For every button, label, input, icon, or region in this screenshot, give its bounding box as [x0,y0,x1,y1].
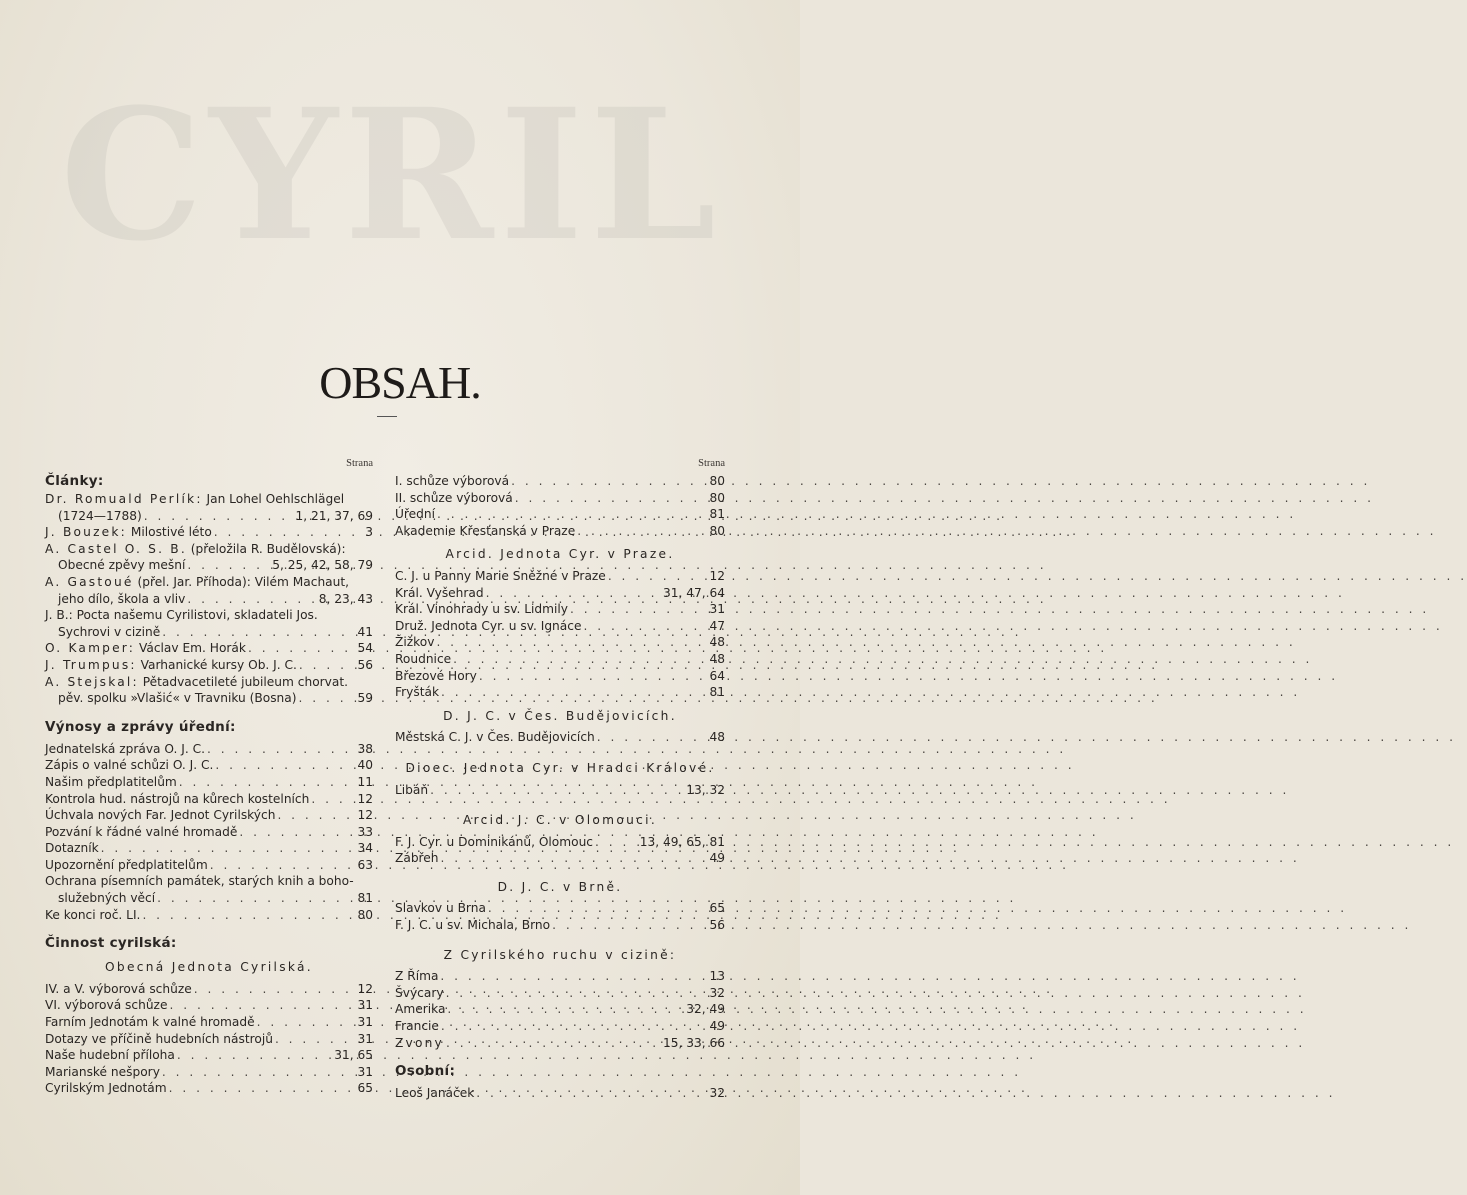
entry-title: Úřední [395,507,436,522]
entry-title: IV. a V. výborová schůze [45,981,192,996]
entry-title: Úchvala nových Far. Jednot Cyrilských [45,808,276,823]
section-heading-cinnost: Činnost cyrilská: [45,935,177,952]
strana-label-left: Strana [346,458,373,469]
list-item [45,981,373,998]
article-entry [45,491,373,524]
entry-pages: 32 [709,985,725,1000]
entry-title: Král. Vyšehrad [395,585,484,600]
entry-title: VI. výborová schůze [45,998,168,1013]
entry-pages: 56 [709,918,725,933]
entry-pages: 12 [357,981,373,996]
list-item [45,1014,373,1031]
section-heading-vynosy: Výnosy a zprávy úřední: [45,718,236,735]
list-item [395,834,725,851]
list-item [395,490,725,507]
entry-pages: 65 [357,1081,373,1096]
section-heading-osobni: Osobní: [395,1063,456,1080]
list-item [395,473,725,490]
entry-pages: 80 [709,523,725,538]
entry-title: pěv. spolku »Vlašić« v Travniku (Bosna) [58,691,297,706]
list-item [45,791,373,808]
list-item [395,917,725,934]
entry-title: Libáň [395,782,429,797]
list-item [395,900,725,917]
entry-pages: 81 [709,685,725,700]
entry-pages: 64 [709,668,725,683]
list-item [45,907,373,924]
entry-pages: 12 [709,568,725,583]
entry-title: Pozvání k řádné valné hromadě [45,824,238,839]
entry-pages: 3 [365,525,373,540]
entry-title: Václav Em. Horák [138,641,246,656]
list-item [395,985,725,1002]
entry-pages: 32, 49 [686,1002,725,1017]
entry-pages: 48 [709,635,725,650]
entry-pages: 13, 49, 65, 81 [639,834,725,849]
group-heading: D. J. C. v Brně. [497,879,623,894]
list-item [395,585,725,602]
list-item [395,601,725,618]
list-item [45,774,373,791]
entry-pages: 80 [357,907,373,922]
page-title: OBSAH. [319,357,481,408]
entry-pages: 56 [357,657,373,672]
entry-title: Roudnice [395,651,452,666]
entry-pages: 49 [709,851,725,866]
entry-author: A. Gastoué [45,574,134,589]
entry-title: F. J. C. u sv. Michala, Brno [395,918,551,933]
entry-title: služebných věcí [58,891,156,906]
subsection-heading: Obecná Jednota Cyrilská. [105,960,313,975]
list-item [395,668,725,685]
entry-pages: 40 [357,758,373,773]
entry-title: Zvony [395,1035,444,1050]
entry-pages: 31 [357,1064,373,1079]
group-heading: Dioec. Jednota Cyr. v Hradci Králové. [405,760,715,775]
list-item [395,729,725,746]
entry-title: Sychrovi v cizině [58,624,161,639]
entry-title: Kontrola hud. nástrojů na kůrech kostelních [45,791,310,806]
list-item [45,757,373,774]
entry-pages: 32 [709,1086,725,1101]
article-entry [45,657,373,674]
list-item [45,857,373,874]
group-heading: Arcid. Jednota Cyr. v Praze. [445,547,675,562]
entry-pages: 47 [709,618,725,633]
entry-pages: 13 [709,969,725,984]
article-entry [45,524,373,541]
entry-pages: 65 [709,901,725,916]
entry-pages: 31 [357,1015,373,1030]
bleed-through-watermark: CYRIL [60,70,723,281]
entry-title: Ke konci roč. LI. [45,907,141,922]
entry-title: F. J. Cyr. u Dominikánů, Olomouc [395,834,594,849]
list-item [45,1080,373,1097]
entry-title: Z Říma [395,969,439,984]
entry-title: Pětadvacetileté jubileum chorvat. [142,674,348,689]
entry-pages: 15, 33, 66 [662,1035,725,1050]
entry-pages: 59 [357,691,373,706]
entry-pages: 38 [357,741,373,756]
list-item [395,618,725,635]
entry-title: Slavkov u Brna [395,901,486,916]
entry-title: C. J. u Panny Marie Sněžné v Praze [395,568,606,583]
entry-title: Milostivé léto [130,525,212,540]
entry-title: Jan Lohel Oehlschlägel [206,492,345,506]
entry-title: Městská C. J. v Čes. Budějovicích [395,730,595,745]
article-entry [45,640,373,657]
entry-title: Leoš Janáček [395,1086,475,1101]
entry-pages: 31, 65 [334,1048,373,1063]
entry-title: Varhanické kursy Ob. J. C. [140,657,297,672]
article-entry [45,607,373,640]
list-item [395,568,725,585]
list-item [395,1018,725,1035]
entry-pages: 80 [709,474,725,488]
list-item [45,1047,373,1064]
entry-pages: 1, 21, 37, 69 [295,508,373,523]
list-item [45,741,373,758]
left-column [45,458,373,1097]
entry-author: O. Kamper: [45,641,136,656]
group-heading: Z Cyrilského ruchu v cizině: [443,947,677,962]
entry-title: Pocta našemu Cyrilistovi, skladateli Jos. [76,608,318,623]
entry-author: J. Trumpus: [45,657,137,672]
entry-title: Farním Jednotám k valné hromadě [45,1015,255,1030]
article-entry [45,574,373,607]
list-item [395,1001,725,1018]
entry-title: (1724—1788) [58,508,142,523]
entry-title: Amerika [395,1002,446,1017]
entry-title: II. schůze výborová [395,490,513,505]
entry-pages: 31 [357,998,373,1013]
entry-title: Březové Hory [395,668,477,683]
entry-pages: 34 [357,841,373,856]
list-item [395,523,725,540]
entry-title: Francie [395,1019,439,1034]
entry-title: Dotazník [45,841,99,856]
entry-author: A. Castel O. S. B. [45,541,187,556]
entry-title: Žižkov [395,635,435,650]
entry-title: Ochrana písemních památek, starých knih a boho- [45,874,354,889]
entry-author: Dr. Romuald Perlík: [45,492,203,506]
entry-pages: 54 [357,641,373,656]
right-column [395,458,725,1102]
entry-title: Obecné zpěvy mešní [58,558,186,573]
entry-title: Naše hudební příloha [45,1048,175,1063]
entry-pages: 49 [709,1019,725,1034]
entry-title: Švýcary [395,985,444,1000]
list-item [395,506,725,523]
entry-author: A. Stejskal: [45,674,139,689]
entry-title: Druž. Jednota Cyr. u sv. Ignáce [395,618,582,633]
article-entry [45,541,373,574]
entry-pages: 81 [357,891,373,906]
list-item [395,850,725,867]
list-item [45,1031,373,1048]
group-heading: D. J. C. v Čes. Budějovicích. [443,708,677,723]
article-entry [45,674,373,707]
list-item [395,1035,725,1052]
list-item [45,997,373,1014]
list-item [395,782,725,799]
list-item [45,1064,373,1081]
entry-pages: 8, 23, 43 [318,591,373,606]
entry-title: (přel. Jar. Příhoda): Vilém Machaut, [137,574,350,589]
entry-pages: 11 [357,774,373,789]
entry-title: Král. Vinohrady u sv. Lidmily [395,602,568,617]
entry-pages: 5, 25, 42, 58, 79 [272,558,373,573]
entry-pages: 13, 32 [686,782,725,797]
entry-title: jeho dílo, škola a vliv [58,591,186,606]
list-item [45,807,373,824]
entry-author: J. B.: [45,608,73,623]
entry-title: Jednatelská zpráva O. J. C. [45,741,205,756]
entry-pages: 41 [357,624,373,639]
entry-pages: 63 [357,857,373,872]
entry-title: Zápis o valné schůzi O. J. C. [45,758,214,773]
list-item [395,634,725,651]
list-item [45,873,373,906]
list-item [45,824,373,841]
list-item [395,1085,725,1102]
entry-title: Fryšták [395,685,440,700]
group-heading: Arcid. J. C. v Olomouci. [463,813,657,828]
entry-title: Zábřeh [395,851,439,866]
entry-title: Našim předplatitelům [45,774,177,789]
list-item [395,651,725,668]
list-item [45,840,373,857]
entry-pages: 80 [709,490,725,505]
entry-title: I. schůze výborová [395,474,510,488]
entry-title: Akademie Křesťanská v Praze [395,523,576,538]
entry-author: J. Bouzek: [45,525,127,540]
entry-pages: 48 [709,651,725,666]
list-item [395,968,725,985]
entry-pages: 12 [357,791,373,806]
title-rule [377,416,397,417]
entry-pages: 48 [709,730,725,745]
entry-pages: 31 [709,602,725,617]
entry-title: Marianské nešpory [45,1064,160,1079]
entry-pages: 33 [357,824,373,839]
entry-pages: 81 [709,507,725,522]
strana-label-right: Strana [698,458,725,469]
entry-pages: 31, 47, 64 [662,585,725,600]
entry-title: Dotazy ve příčině hudebních nástrojů [45,1031,273,1046]
entry-title: Upozornění předplatitelům [45,857,208,872]
entry-title: (přeložila R. Budělovská): [190,541,346,556]
entry-pages: 31 [357,1031,373,1046]
entry-title: Cyrilským Jednotám [45,1081,167,1096]
list-item [395,684,725,701]
section-heading-clanky: Články: [45,473,104,489]
entry-pages: 12 [357,808,373,823]
